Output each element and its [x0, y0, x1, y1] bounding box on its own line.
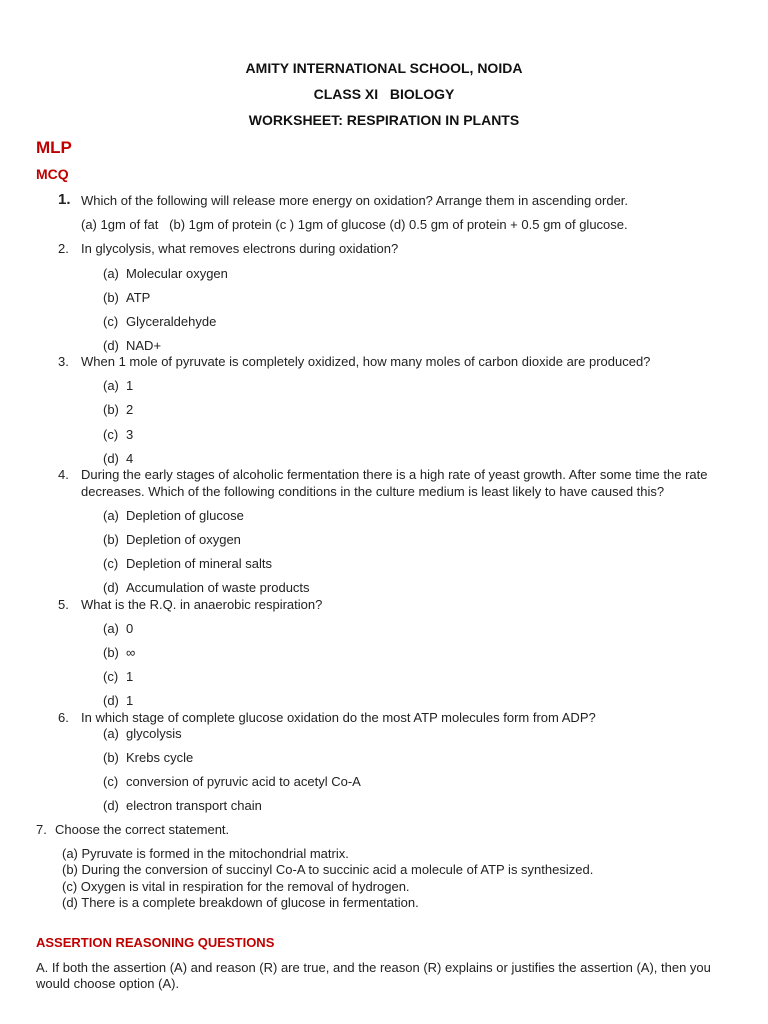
section-assertion: ASSERTION REASONING QUESTIONS: [36, 935, 275, 950]
option-letter: (a): [103, 726, 119, 741]
option-text: Krebs cycle: [126, 750, 194, 765]
option-line: (c) Oxygen is vital in respiration for the removal of hydrogen.: [62, 879, 410, 894]
section-mcq: MCQ: [36, 166, 69, 182]
option-letter: (d): [103, 338, 119, 353]
option-letter: (a): [103, 378, 119, 393]
question-number: 5.: [58, 597, 69, 612]
school-name: AMITY INTERNATIONAL SCHOOL, NOIDA: [245, 60, 523, 76]
question-number: 6.: [58, 710, 69, 725]
option-letter: (c): [103, 556, 119, 571]
option-letter: (d): [103, 451, 119, 466]
section-mlp: MLP: [36, 138, 72, 157]
option-letter: (a): [103, 266, 119, 281]
option-letter: (c): [103, 774, 119, 789]
option-text: 1: [126, 693, 134, 708]
option-letter: (b): [103, 532, 119, 547]
option-letter: (d): [103, 580, 119, 595]
option-text: conversion of pyruvic acid to acetyl Co-A: [126, 774, 361, 789]
option-letter: (c): [103, 314, 119, 329]
option-text: 2: [126, 402, 134, 417]
question-text: What is the R.Q. in anaerobic respiration?: [81, 597, 323, 612]
option-text: Glyceraldehyde: [126, 314, 217, 329]
class-title: CLASS XI BIOLOGY: [313, 86, 455, 102]
option-text: ATP: [126, 290, 151, 305]
option-text: 3: [126, 427, 134, 442]
option-letter: (b): [103, 645, 119, 660]
option-line: (a) Pyruvate is formed in the mitochondrial matrix.: [62, 846, 349, 861]
option-line: (b) During the conversion of succinyl Co-A to succinic acid a molecule of ATP is synthesized.: [62, 862, 594, 877]
question-text: During the early stages of alcoholic fermentation there is a high rate of yeast growth. After some time the rate: [81, 467, 708, 482]
assertion-instruction: A. If both the assertion (A) and reason (R) are true, and the reason (R) explains or justifies the assertion (A), then you: [36, 960, 711, 975]
option-text: NAD+: [126, 338, 162, 353]
option-text: electron transport chain: [126, 798, 262, 813]
question-text: In which stage of complete glucose oxidation do the most ATP molecules form from ADP?: [81, 710, 596, 725]
option-text: 4: [126, 451, 134, 466]
option-text: Depletion of glucose: [126, 508, 244, 523]
question-number: 7.: [36, 822, 47, 837]
option-letter: (d): [103, 693, 119, 708]
option-line: (d) There is a complete breakdown of glucose in fermentation.: [62, 895, 419, 910]
option-letter: (b): [103, 290, 119, 305]
question-number: 3.: [58, 354, 69, 369]
option-text: Molecular oxygen: [126, 266, 228, 281]
option-letter: (c): [103, 427, 119, 442]
question-number: 2.: [58, 241, 69, 256]
option-letter: (d): [103, 798, 119, 813]
option-letter: (a): [103, 508, 119, 523]
option-letter: (b): [103, 402, 119, 417]
option-letter: (b): [103, 750, 119, 765]
question-number: 1.: [58, 191, 71, 208]
question-text: Choose the correct statement.: [55, 822, 230, 837]
worksheet-title: WORKSHEET: RESPIRATION IN PLANTS: [248, 112, 520, 128]
question-text: Which of the following will release more energy on oxidation? Arrange them in ascending order.: [81, 193, 629, 208]
option-line: (a) 1gm of fat (b) 1gm of protein (c ) 1gm of glucose (d) 0.5 gm of protein + 0.5 gm of glucose.: [81, 217, 628, 232]
option-letter: (c): [103, 669, 119, 684]
question-text-continued: decreases. Which of the following conditions in the culture medium is least likely to have caused this?: [81, 484, 665, 499]
option-text: Depletion of mineral salts: [126, 556, 272, 571]
option-letter: (a): [103, 621, 119, 636]
assertion-instruction-continued: would choose option (A).: [36, 976, 180, 991]
question-number: 4.: [58, 467, 69, 482]
option-text: 1: [126, 378, 134, 393]
option-text: Depletion of oxygen: [126, 532, 241, 547]
option-text: ∞: [126, 645, 136, 660]
question-text: In glycolysis, what removes electrons during oxidation?: [81, 241, 399, 256]
question-text: When 1 mole of pyruvate is completely oxidized, how many moles of carbon dioxide are produced?: [81, 354, 651, 369]
option-text: 0: [126, 621, 134, 636]
option-text: 1: [126, 669, 134, 684]
option-text: glycolysis: [126, 726, 182, 741]
option-text: Accumulation of waste products: [126, 580, 310, 595]
